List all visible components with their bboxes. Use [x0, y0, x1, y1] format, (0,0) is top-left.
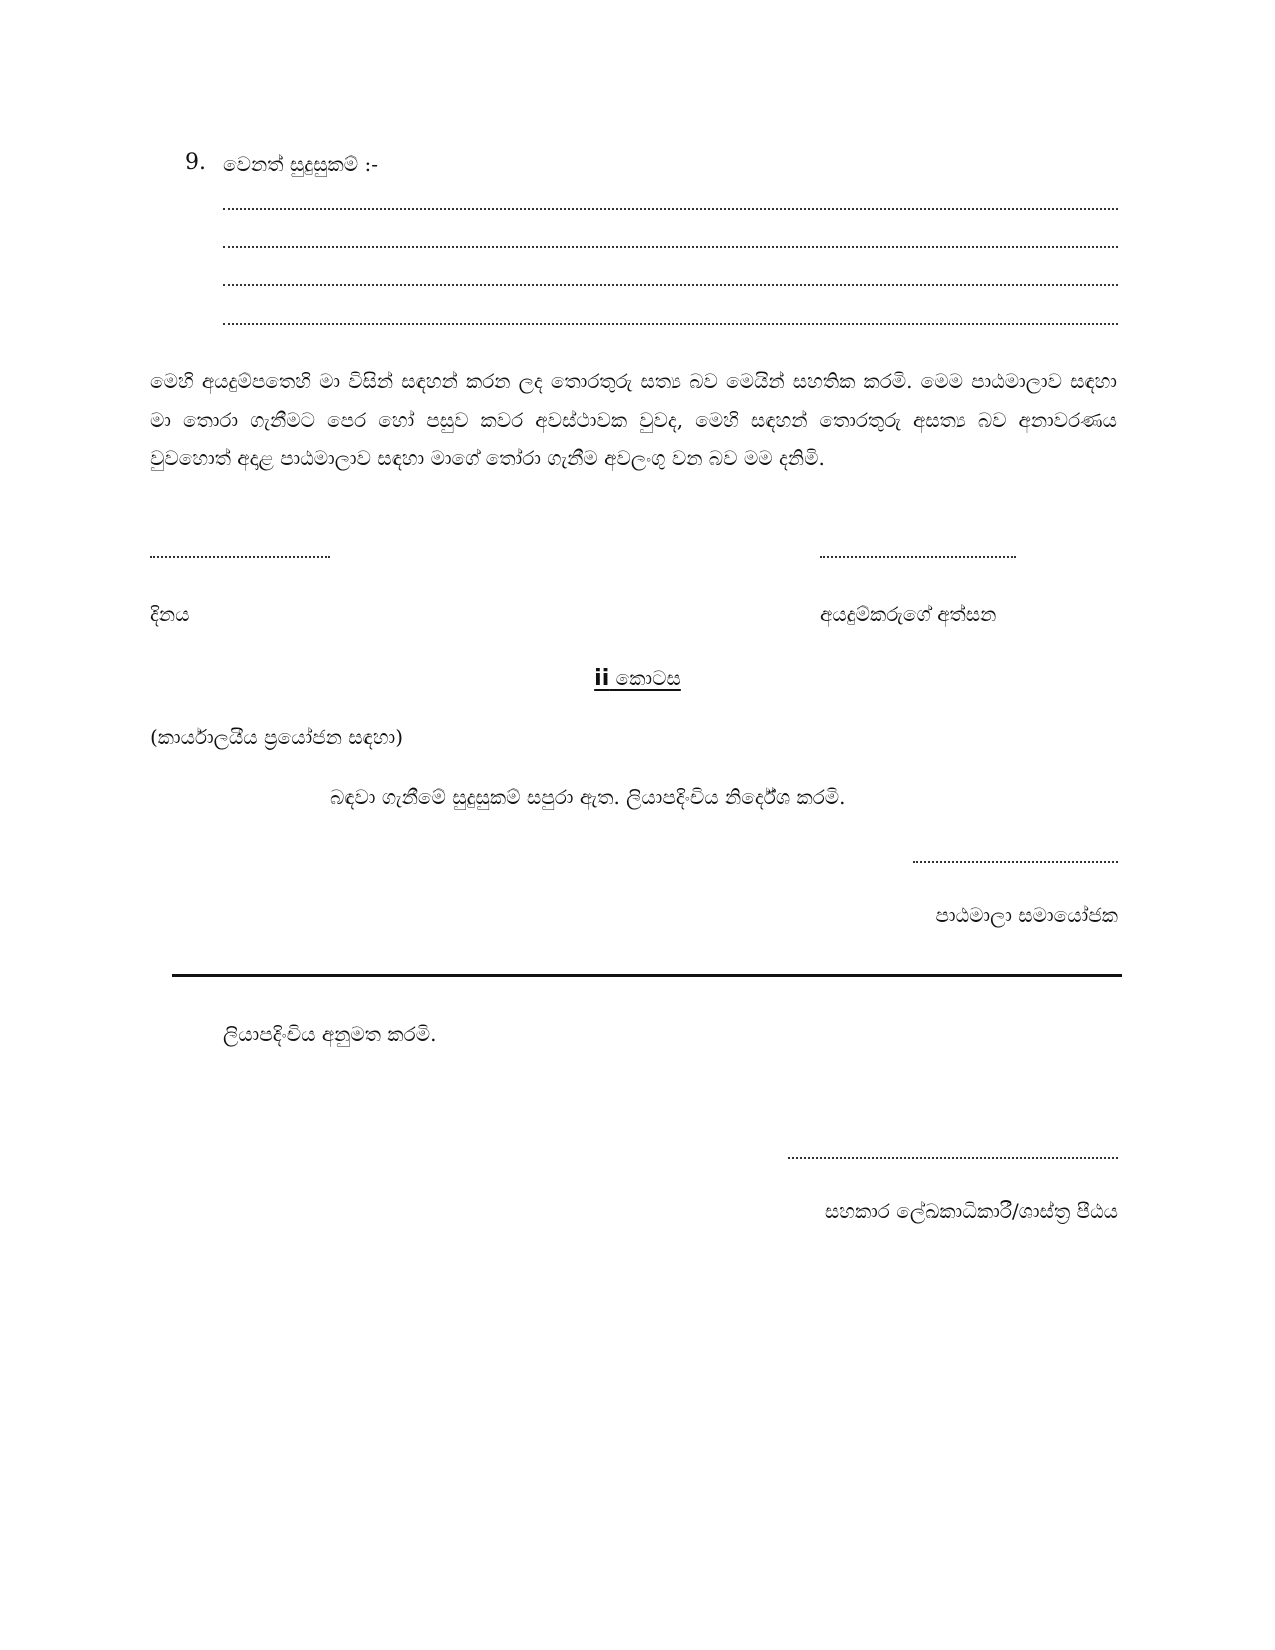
other-qualifications-label: වෙනත් සුදුසුකම් :-	[223, 152, 378, 176]
applicant-signature-line[interactable]	[820, 556, 1016, 558]
approval-text: ලියාපදිංචිය අනුමත කරමි.	[223, 1022, 437, 1046]
coordinator-signature-line[interactable]	[913, 861, 1118, 863]
answer-line-2[interactable]	[223, 246, 1118, 248]
recommendation-text: බඳවා ගැනීමේ සුදුසුකම් සපුරා ඇත. ලියාපදිංචිය නිර්දේශ කරමි.	[330, 785, 846, 809]
part-ii-heading	[0, 666, 1275, 691]
item-number: 9.	[185, 150, 206, 175]
office-use-label: (කාර්යාලයීය ප්‍රයෝජන සඳහා)	[150, 725, 404, 749]
part-ii-roman: ii	[594, 666, 610, 691]
declaration-paragraph: මෙහි අයදුම්පතෙහි මා විසින් සඳහන් කරන ලද තොරතුරු සත්‍ය බව මෙයින් සහතික කරමි. මෙම පාඨමාලාව සඳහා මා තොරා ගැනීමට පෙර හෝ පසුව කවර අවස්ථාවක වුවද, මෙහි සඳහන් තොරතුරු අසත්‍ය බව අනාවරණය වුවහොත් අදාළ පාඨමාලාව සඳහා මාගේ තෝරා ගැනීම අවලංගු වන බව මම දනිමි.	[150, 369, 1117, 470]
answer-line-1[interactable]	[223, 208, 1118, 210]
date-label: දිනය	[150, 602, 190, 626]
coordinator-label: පාඨමාලා සමායෝජක	[935, 903, 1118, 927]
section-divider	[172, 974, 1122, 977]
applicant-signature-label: අයදුම්කරුගේ අත්සන	[820, 602, 997, 626]
answer-line-3[interactable]	[223, 284, 1118, 286]
part-ii-heading-text: කොටස	[609, 666, 681, 690]
answer-line-4[interactable]	[223, 323, 1118, 325]
signatory-label: සහකාර ලේඛකාධිකාරී/ශාස්ත්‍ර පීඨය	[824, 1199, 1118, 1223]
date-line[interactable]	[150, 556, 330, 558]
signatory-signature-line[interactable]	[788, 1157, 1118, 1159]
